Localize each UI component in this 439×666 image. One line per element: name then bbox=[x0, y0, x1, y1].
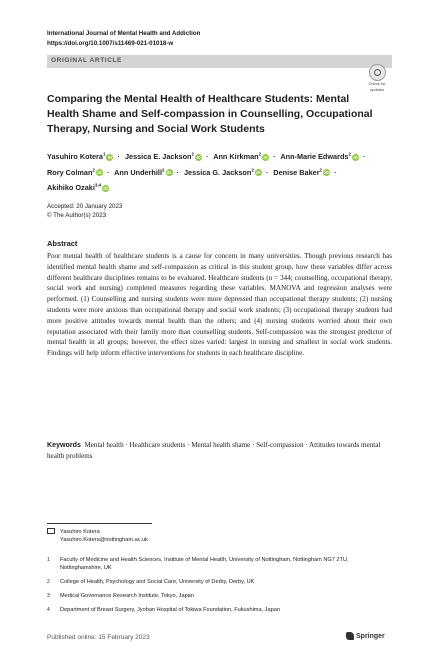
footnote-divider bbox=[47, 523, 152, 524]
mail-icon bbox=[47, 528, 55, 537]
affiliation-mark: 3 bbox=[47, 593, 50, 599]
author-name: Rory Colman bbox=[47, 167, 93, 177]
orcid-icon[interactable]: iD bbox=[324, 170, 329, 176]
orcid-icon[interactable]: iD bbox=[263, 155, 268, 160]
badge-line1: Check for bbox=[368, 81, 386, 86]
abstract-heading: Abstract bbox=[47, 239, 78, 248]
author-affil: 3,4 bbox=[94, 182, 102, 188]
publisher-logo bbox=[346, 632, 385, 640]
orcid-icon[interactable]: iD bbox=[97, 170, 102, 176]
orcid-icon[interactable]: iD bbox=[256, 170, 261, 176]
author-affil: 2 bbox=[348, 152, 351, 157]
affiliation-3 bbox=[47, 592, 392, 602]
orcid-icon[interactable]: iD bbox=[107, 155, 113, 160]
copyright-line: © The Author(s) 2023 bbox=[47, 212, 107, 219]
keywords-section bbox=[47, 440, 392, 462]
affiliation-mark: 2 bbox=[47, 579, 50, 585]
affiliation-text: College of Health, Psychology and Social Care, University of Derby, Derby, UK bbox=[60, 579, 255, 585]
contact-name: Yasuhiro Kotera bbox=[60, 529, 100, 535]
author[interactable] bbox=[114, 168, 173, 177]
affiliation-text: Medical Governance Research Institute, Tokyo, Japan bbox=[60, 593, 194, 599]
article-dates bbox=[47, 202, 122, 220]
author-affil: 2 bbox=[251, 167, 254, 173]
author[interactable] bbox=[47, 168, 104, 177]
accepted-date: Accepted: 20 January 2023 bbox=[47, 203, 123, 210]
author[interactable] bbox=[184, 168, 263, 177]
keywords-label: Keywords bbox=[47, 441, 81, 449]
author-affil: 2 bbox=[92, 167, 95, 173]
article-type-banner bbox=[47, 55, 392, 68]
orcid-icon[interactable]: iD bbox=[196, 155, 201, 160]
author[interactable] bbox=[125, 152, 203, 161]
author-name: Ann Kirkman bbox=[213, 152, 259, 162]
author-affil: 2 bbox=[161, 167, 165, 173]
orcid-icon[interactable]: iD bbox=[103, 185, 108, 191]
author-name: Jessica E. Jackson bbox=[124, 152, 192, 162]
affiliation-2 bbox=[47, 578, 392, 588]
author-affil: 2 bbox=[258, 152, 262, 157]
author[interactable] bbox=[273, 168, 331, 177]
author-name: Denise Baker bbox=[273, 167, 320, 177]
springer-horse-icon bbox=[346, 632, 354, 640]
corresponding-author bbox=[47, 528, 392, 546]
doi-link[interactable]: https://doi.org/10.1007/s11469-021-01018-w bbox=[47, 40, 174, 47]
abstract-body: Poor mental health of healthcare students is a cause for concern in many universities. Though previous research has identified mental health shame and self-compassion as critical in this student group, how these variables differ across different healthcare disciplines remains to be evaluated. Healthcare students (n = 344; counselling, occupational therapy, social work and nursing) completed measures regarding these variables. MANOVA and regression analyses were performed. (1) Counselling and nursing students were more depressed than occupational therapy students; (2) nursing students were more anxious than occupational therapy and social work students; (3) occupational therapy students had more positive attitudes towards mental health than the others; and (4) nursing students worried about their own reputation associated with their family more than counselling students. Self-compassion was the strongest predictor of mental health in all groups; however, the effect sizes varied: largest in nursing and smallest in social work students. Findings will help inform effective interventions for students in each healthcare discipline. bbox=[47, 252, 392, 358]
check-for-updates-badge[interactable] bbox=[364, 64, 390, 94]
orcid-icon[interactable]: iD bbox=[353, 155, 358, 160]
author-name: Ann-Marie Edwards bbox=[280, 152, 349, 162]
author-name: Yasuhiro Kotera bbox=[47, 152, 103, 162]
author[interactable] bbox=[47, 183, 110, 192]
keywords-list: Mental health · Healthcare students · Mental health shame · Self-compassion · Attitudes towards mental health problems bbox=[47, 441, 381, 460]
author-list: Yasuhiro Kotera$^1$iD · Jessica E. Jackson$^2$iD · Ann Kirkman$^2$iD · Ann-Marie Edwards$^2$iD · Rory Colman$^2$iD · Ann Underhill$^2$iD · Jessica G. Jackson$^2$iD · Denise Baker$^2$iD · Akihiko Ozaki$^{3,4}$iD bbox=[47, 152, 366, 193]
affiliation-mark: 1 bbox=[47, 557, 50, 563]
badge-line2: updates bbox=[369, 86, 385, 92]
author-affil: 2 bbox=[319, 167, 323, 173]
author-name: Ann Underhill bbox=[114, 167, 162, 177]
affiliation-1 bbox=[47, 556, 392, 574]
contact-email[interactable]: Yasuhiro.Kotera@nottingham.ac.uk bbox=[60, 537, 148, 543]
affiliation-text: Faculty of Medicine and Health Sciences, Institute of Mental Health, University of Nottingham, Nottingham NG7 2TU, Nottinghamshire, UK bbox=[60, 557, 349, 571]
author-affil: 1 bbox=[102, 152, 106, 157]
author-name: Jessica G. Jackson bbox=[183, 167, 252, 177]
author-name: Akihiko Ozaki bbox=[47, 183, 95, 193]
article-type-label: ORIGINAL ARTICLE bbox=[51, 57, 122, 64]
published-online-date: Published online: 15 February 2023 bbox=[47, 634, 150, 641]
author[interactable] bbox=[47, 152, 114, 161]
check-updates-icon bbox=[369, 64, 386, 81]
orcid-icon[interactable]: iD bbox=[166, 170, 172, 176]
publisher-name: Springer bbox=[356, 632, 385, 640]
affiliation-4 bbox=[47, 606, 392, 616]
journal-name: International Journal of Mental Health and Addiction bbox=[47, 30, 201, 37]
affiliation-mark: 4 bbox=[47, 607, 50, 613]
author[interactable] bbox=[280, 152, 360, 161]
article-title: Comparing the Mental Health of Healthcare Students: Mental Health Shame and Self-compassion in Counselling, Occupational Therapy, Nursing and Social Work Students bbox=[47, 93, 373, 135]
author[interactable] bbox=[213, 152, 270, 161]
affiliation-text: Department of Breast Surgery, Jyoban Hospital of Tokiwa Foundation, Fukushima, Japan bbox=[60, 607, 280, 613]
author-affil: 2 bbox=[191, 152, 194, 157]
